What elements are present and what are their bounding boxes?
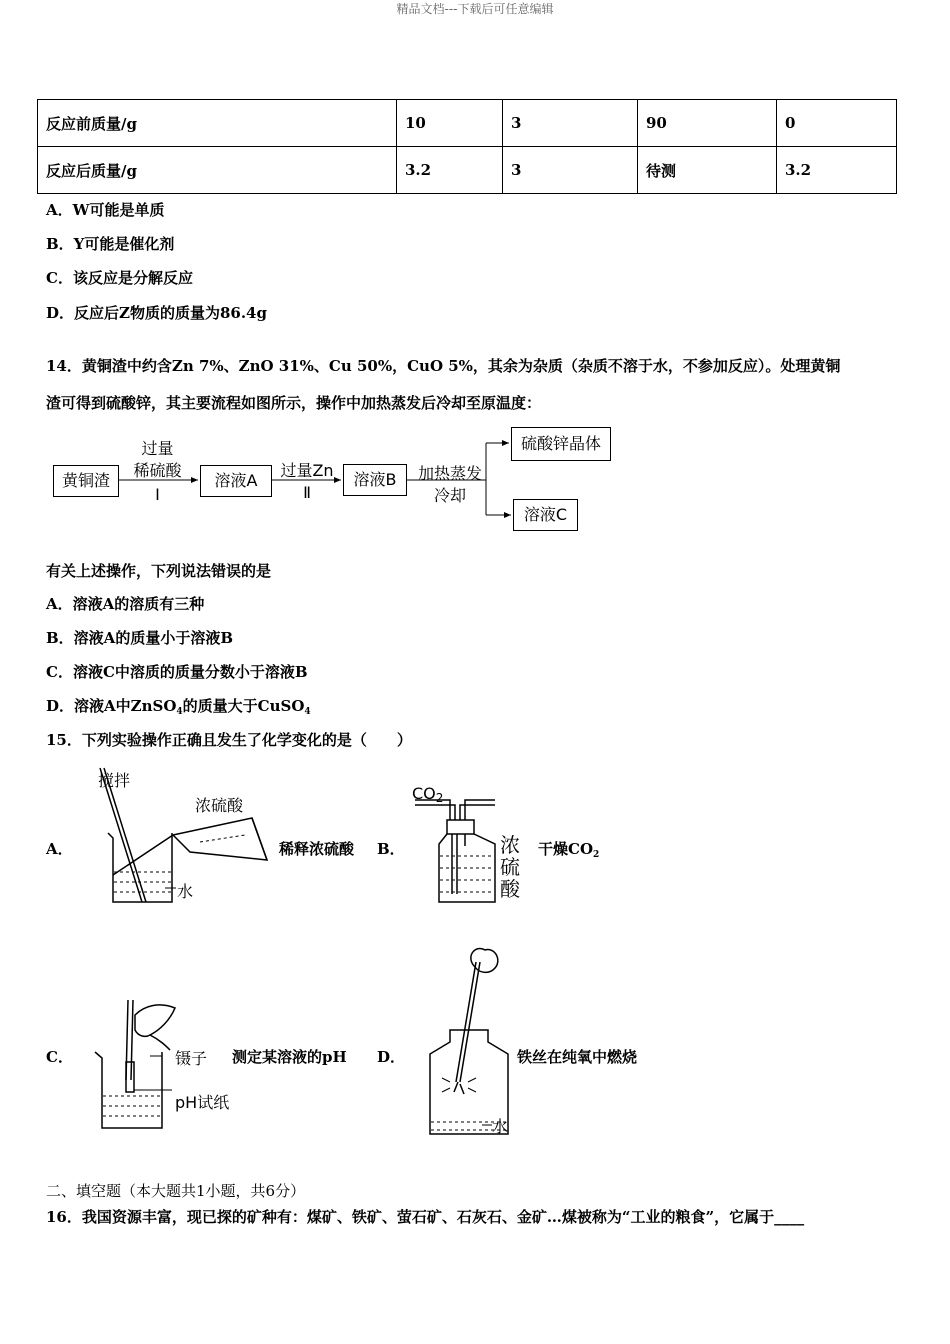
flow-step1-reagent-2: 稀硫酸 [133, 461, 182, 480]
q15-option-d-caption: 铁丝在纯氧中燃烧 [517, 1048, 638, 1066]
q14-option-b: B．溶液A的质量小于溶液B [46, 629, 233, 647]
q14-option-d-text: 的质量大于CuSO [182, 697, 305, 715]
table-cell: 3.2 [397, 147, 503, 194]
flow-step3-operation-1: 加热蒸发 [417, 464, 482, 483]
acid-label [500, 834, 520, 900]
q14-stem-line2: 渣可得到硫酸锌，其主要流程如图所示，操作中加热蒸发后冷却至原温度： [46, 394, 542, 412]
flow-step3-operation-2: 冷却 [433, 486, 466, 505]
page-header: 精品文档---下载后可任意编辑 [396, 2, 554, 16]
q14-option-a: A．溶液A的溶质有三种 [46, 595, 205, 613]
q15-option-d-letter: D． [377, 1048, 406, 1066]
table-cell: 反应前质量/g [38, 100, 397, 147]
q14-option-d-text: D．溶液A中ZnSO [46, 697, 177, 715]
q15-option-b-letter: B． [377, 840, 405, 858]
q15-stem: 15．下列实验操作正确且发生了化学变化的是（ ） [46, 731, 412, 749]
q13-option-b: B．Y可能是催化剂 [46, 235, 175, 253]
table-cell: 10 [397, 100, 503, 147]
co2-label [412, 784, 443, 805]
co2-label-text: CO [412, 784, 436, 803]
q15-option-b-caption-text: 干燥CO [538, 840, 594, 858]
q16-stem: 16．我国资源丰富，现已探的矿种有：煤矿、铁矿、萤石矿、石灰石、金矿…煤被称为“工业的粮食”，它属于____ [46, 1208, 805, 1226]
table-cell: 3 [503, 100, 638, 147]
q15-option-c-letter: C． [46, 1048, 73, 1066]
stirring-rod-label: 搅拌 [98, 771, 131, 790]
flow-step1-number: Ⅰ [155, 485, 160, 504]
q14-question: 有关上述操作，下列说法错误的是 [46, 562, 272, 580]
tweezers-label: 镊子 [175, 1049, 208, 1068]
subscript: 4 [176, 707, 183, 717]
q15-option-a-letter: A． [46, 840, 73, 858]
water-label: 水 [177, 882, 194, 901]
flow-box-brass-slag: 黄铜渣 [53, 465, 119, 497]
table-cell: 90 [638, 100, 777, 147]
table-cell: 3 [503, 147, 638, 194]
q13-option-d: D．反应后Z物质的质量为86.4g [46, 304, 267, 322]
flow-box-zinc-sulfate-crystal: 硫酸锌晶体 [511, 427, 611, 461]
flow-step2-number: Ⅱ [303, 483, 311, 502]
acid-label-char: 浓 [500, 833, 520, 857]
iron-combustion-illustration [420, 942, 530, 1142]
acid-label-char: 酸 [500, 877, 520, 901]
q14-option-c: C．溶液C中溶质的质量分数小于溶液B [46, 663, 308, 681]
q14-stem-line1: 14．黄铜渣中约含Zn 7%、ZnO 31%、Cu 50%，CuO 5%，其余为杂质（杂质不溶于水，不参加反应）。处理黄铜 [46, 357, 841, 375]
section-2-title: 二、填空题（本大题共1小题，共6分） [46, 1182, 306, 1200]
table-cell: 反应后质量/g [38, 147, 397, 194]
flow-step1-reagent-1: 过量 [141, 439, 174, 458]
ph-test-illustration [90, 990, 230, 1140]
q13-option-c: C．该反应是分解反应 [46, 269, 193, 287]
concentrated-acid-label: 浓硫酸 [195, 796, 244, 815]
flow-box-solution-b: 溶液B [343, 464, 407, 496]
water-label: 水 [492, 1117, 509, 1136]
acid-label-char: 硫 [500, 855, 520, 879]
q15-option-c-caption: 测定某溶液的pH [232, 1048, 347, 1066]
subscript: 2 [435, 791, 444, 805]
table-cell: 3.2 [777, 147, 897, 194]
table-cell: 待测 [638, 147, 777, 194]
q15-option-b-caption [538, 838, 599, 860]
q15-option-a-caption: 稀释浓硫酸 [279, 840, 355, 858]
flow-box-solution-c: 溶液C [513, 499, 578, 531]
subscript: 4 [304, 707, 311, 717]
flow-step2-reagent: 过量Zn [280, 461, 334, 480]
table-cell: 0 [777, 100, 897, 147]
q13-option-a: A．W可能是单质 [46, 201, 165, 219]
q14-option-d [46, 695, 311, 717]
ph-paper-label: pH试纸 [175, 1093, 230, 1112]
subscript: 2 [593, 850, 600, 860]
flow-box-solution-a: 溶液A [200, 465, 272, 497]
